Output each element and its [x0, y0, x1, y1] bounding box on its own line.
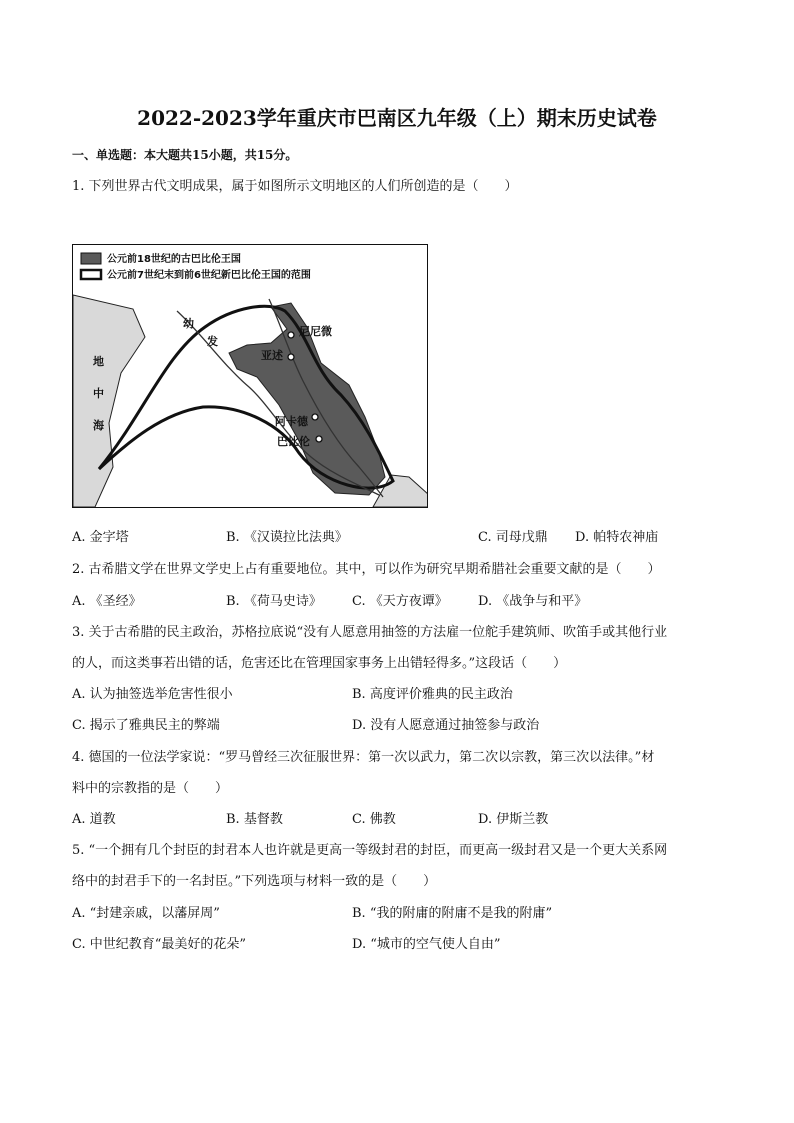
q1-option-c: C. 司母戊鼎: [478, 530, 548, 545]
city-nineveh-label: 尼尼微: [299, 325, 332, 338]
q4-option-a: A. 道教: [72, 812, 116, 827]
mesopotamia-map: [72, 244, 428, 508]
legend-swatch-old: [81, 253, 101, 264]
assur-marker: [288, 354, 294, 360]
q3-option-d: D. 没有人愿意通过抽签参与政治: [352, 718, 540, 733]
river-label-1: 幼: [183, 317, 194, 330]
question-5-stem-line-2: 络中的封君手下的一名封臣。”下列选项与材料一致的是（ ）: [72, 874, 437, 889]
city-assur-label: 亚述: [261, 349, 283, 362]
q2-option-d: D. 《战争与和平》: [478, 594, 588, 609]
q3-option-c: C. 揭示了雅典民主的弊端: [72, 718, 220, 733]
q4-option-c: C. 佛教: [352, 812, 396, 827]
q3-option-a: A. 认为抽签选举危害性很小: [72, 687, 233, 702]
sea-label-2: 中: [93, 387, 104, 400]
section-heading: 一、单选题：本大题共15小题，共15分。: [72, 148, 298, 162]
q5-option-d: D. “城市的空气使人自由”: [352, 937, 501, 952]
q2-option-b: B. 《荷马史诗》: [226, 594, 322, 609]
river-label-2: 发: [207, 335, 218, 348]
q1-option-d: D. 帕特农神庙: [575, 530, 659, 545]
legend-swatch-new: [81, 270, 101, 279]
nineveh-marker: [288, 332, 294, 338]
q1-option-b: B. 《汉谟拉比法典》: [226, 530, 348, 545]
mediterranean-sea: [73, 295, 145, 507]
city-babylon-label: 巴比伦: [277, 435, 310, 448]
babylon-marker: [316, 436, 322, 442]
question-5-stem-line-1: 5. “一个拥有几个封臣的封君本人也许就是更高一等级封君的封臣，而更高一级封君又是一个更大关系网: [72, 843, 668, 858]
q4-option-d: D. 伊斯兰教: [478, 812, 549, 827]
legend-old-label: 公元前18世纪的古巴比伦王国: [107, 254, 241, 265]
q5-option-a: A. “封建亲戚，以藩屏周”: [72, 906, 220, 921]
legend-new-label: 公元前7世纪末到前6世纪新巴比伦王国的范围: [107, 270, 311, 281]
q2-option-a: A. 《圣经》: [72, 594, 142, 609]
q4-option-b: B. 基督教: [226, 812, 283, 827]
q5-option-b: B. “我的附庸的附庸不是我的附庸”: [352, 906, 553, 921]
sea-label-1: 地: [93, 355, 104, 368]
q2-option-c: C. 《天方夜谭》: [352, 594, 448, 609]
page-title: 2022-2023学年重庆市巴南区九年级（上）期末历史试卷: [137, 106, 657, 130]
question-2-stem: 2. 古希腊文学在世界文学史上占有重要地位。其中，可以作为研究早期希腊社会重要文献的是（ ）: [72, 562, 661, 577]
akkad-marker: [312, 414, 318, 420]
question-4-stem-line-1: 4. 德国的一位法学家说：“罗马曾经三次征服世界：第一次以武力，第二次以宗教，第三次以法律。”材: [72, 750, 655, 765]
q1-option-a: A. 金字塔: [72, 530, 129, 545]
map-drawing: [73, 245, 428, 508]
question-3-stem-line-2: 的人，而这类事若出错的话，危害还比在管理国家事务上出错轻得多。”这段话（ ）: [72, 656, 567, 671]
city-akkad-label: 阿卡德: [275, 415, 308, 428]
sea-label-3: 海: [93, 419, 104, 432]
q5-option-c: C. 中世纪教育“最美好的花朵”: [72, 937, 247, 952]
q3-option-b: B. 高度评价雅典的民主政治: [352, 687, 513, 702]
question-3-stem-line-1: 3. 关于古希腊的民主政治，苏格拉底说“没有人愿意用抽签的方法雇一位舵手建筑师、吹笛手或其他行业: [72, 625, 668, 640]
question-1-stem: 1. 下列世界古代文明成果，属于如图所示文明地区的人们所创造的是（ ）: [72, 179, 518, 194]
question-4-stem-line-2: 料中的宗教指的是（ ）: [72, 781, 229, 796]
